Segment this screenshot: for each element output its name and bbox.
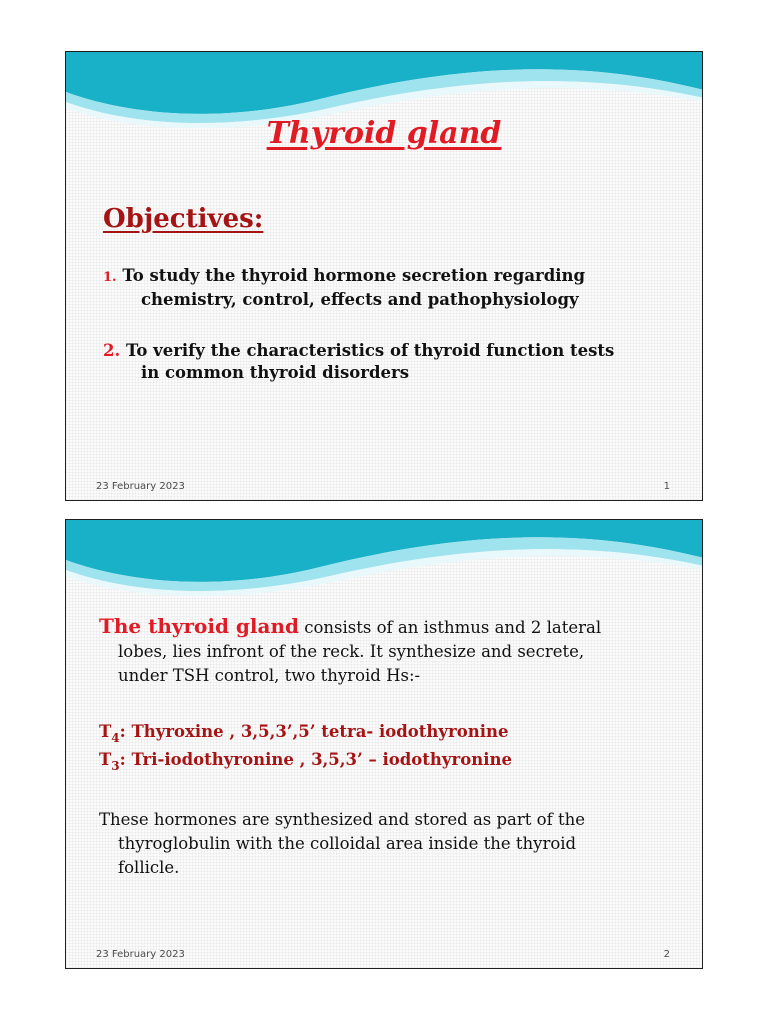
slide-1 bbox=[65, 51, 703, 501]
t3-line bbox=[99, 750, 512, 773]
slide-number: 2 bbox=[663, 949, 670, 960]
intro-line2: lobes, lies infront of the reck. It synthesize and secrete, bbox=[118, 642, 585, 661]
intro-line3: under TSH control, two thyroid Hs:- bbox=[118, 666, 421, 685]
header-wave-decoration bbox=[66, 520, 703, 600]
objective-item-1 bbox=[103, 265, 673, 311]
storage-line1: These hormones are synthesized and stored as part of the bbox=[99, 810, 585, 829]
objective-item-2 bbox=[103, 340, 673, 384]
slide-title: Thyroid gland bbox=[266, 116, 502, 151]
t3-symbol: T bbox=[99, 750, 112, 769]
t4-symbol: T bbox=[99, 722, 112, 741]
storage-paragraph bbox=[99, 808, 679, 880]
objective-number: 2. bbox=[103, 341, 121, 360]
objective-text-line1: To verify the characteristics of thyroid function tests bbox=[120, 341, 615, 360]
storage-line3: follicle. bbox=[118, 858, 180, 877]
storage-line2: thyroglobulin with the colloidal area inside the thyroid bbox=[118, 834, 577, 853]
footer-date: 23 February 2023 bbox=[96, 481, 185, 492]
intro-paragraph bbox=[99, 614, 679, 688]
footer-date: 23 February 2023 bbox=[96, 949, 185, 960]
intro-line1: consists of an isthmus and 2 lateral bbox=[299, 618, 602, 637]
objective-text-line1: To study the thyroid hormone secretion regarding bbox=[116, 266, 586, 285]
t3-text: : Tri-iodothyronine , 3,5,3’ – iodothyronine bbox=[119, 750, 512, 769]
slide-2 bbox=[65, 519, 703, 969]
objective-text-line2: chemistry, control, effects and pathophysiology bbox=[141, 290, 579, 309]
t4-text: : Thyroxine , 3,5,3’,5’ tetra- iodothyronine bbox=[119, 722, 509, 741]
objectives-heading: Objectives: bbox=[103, 204, 264, 234]
slide-number: 1 bbox=[663, 481, 670, 492]
t4-line bbox=[99, 722, 509, 745]
objective-number: 1. bbox=[103, 270, 117, 285]
objective-text-line2: in common thyroid disorders bbox=[141, 363, 409, 382]
intro-lead: The thyroid gland bbox=[99, 614, 299, 638]
t3-subscript: 3 bbox=[111, 759, 120, 773]
t4-subscript: 4 bbox=[111, 731, 120, 745]
